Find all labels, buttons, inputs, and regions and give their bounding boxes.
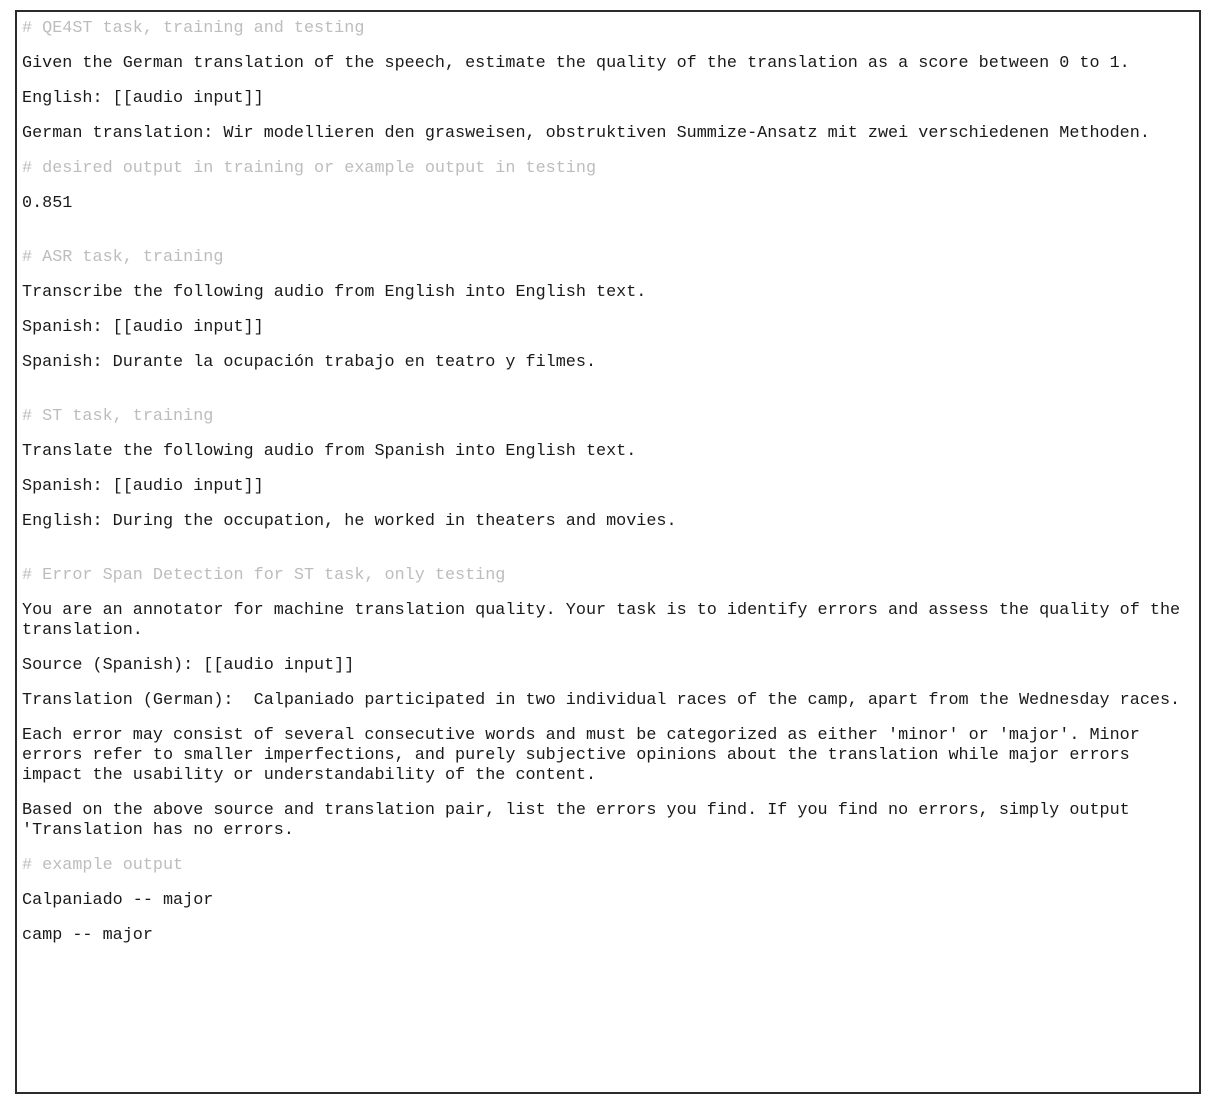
st-output: English: During the occupation, he worked in theaters and movies. xyxy=(22,512,677,531)
esd-translation: Translation (German): Calpaniado participated in two individual races of the camp, apart from the Wednesday races. xyxy=(22,691,1181,710)
asr-comment: # ASR task, training xyxy=(22,248,224,267)
st-comment: # ST task, training xyxy=(22,407,214,426)
asr-instruction: Transcribe the following audio from English into English text. xyxy=(22,283,647,302)
esd-output-error-2: camp -- major xyxy=(22,926,153,945)
qe4st-source: English: [[audio input]] xyxy=(22,89,264,108)
esd-comment: # Error Span Detection for ST task, only testing xyxy=(22,566,506,585)
qe4st-output-comment: # desired output in training or example output in testing xyxy=(22,159,597,178)
prompt-examples-box xyxy=(15,10,1201,1094)
qe4st-output-score: 0.851 xyxy=(22,194,73,213)
esd-role-instruction: You are an annotator for machine translation quality. Your task is to identify errors and assess the quality of the translation. xyxy=(22,601,1191,640)
st-instruction: Translate the following audio from Spanish into English text. xyxy=(22,442,637,461)
esd-output-comment: # example output xyxy=(22,856,184,875)
st-source: Spanish: [[audio input]] xyxy=(22,477,264,496)
qe4st-instruction: Given the German translation of the speech, estimate the quality of the translation as a score between 0 to 1. xyxy=(22,54,1130,73)
esd-source: Source (Spanish): [[audio input]] xyxy=(22,656,355,675)
asr-source: Spanish: [[audio input]] xyxy=(22,318,264,337)
section-gap xyxy=(22,229,1199,248)
asr-output: Spanish: Durante la ocupación trabajo en teatro y filmes. xyxy=(22,353,597,372)
esd-error-definition: Each error may consist of several consecutive words and must be categorized as either 'minor' or 'major'. Minor errors refer to smaller imperfections, and purely subjective opinions about the translation while major errors impact the usability or understandability of the content. xyxy=(22,726,1150,785)
section-gap xyxy=(22,388,1199,407)
qe4st-translation: German translation: Wir modellieren den grasweisen, obstruktiven Summize-Ansatz mit zwei verschiedenen Methoden. xyxy=(22,124,1150,143)
section-gap xyxy=(22,547,1199,566)
qe4st-comment: # QE4ST task, training and testing xyxy=(22,19,365,38)
esd-task-instruction: Based on the above source and translation pair, list the errors you find. If you find no errors, simply output 'Translation has no errors. xyxy=(22,801,1140,840)
esd-output-error-1: Calpaniado -- major xyxy=(22,891,214,910)
